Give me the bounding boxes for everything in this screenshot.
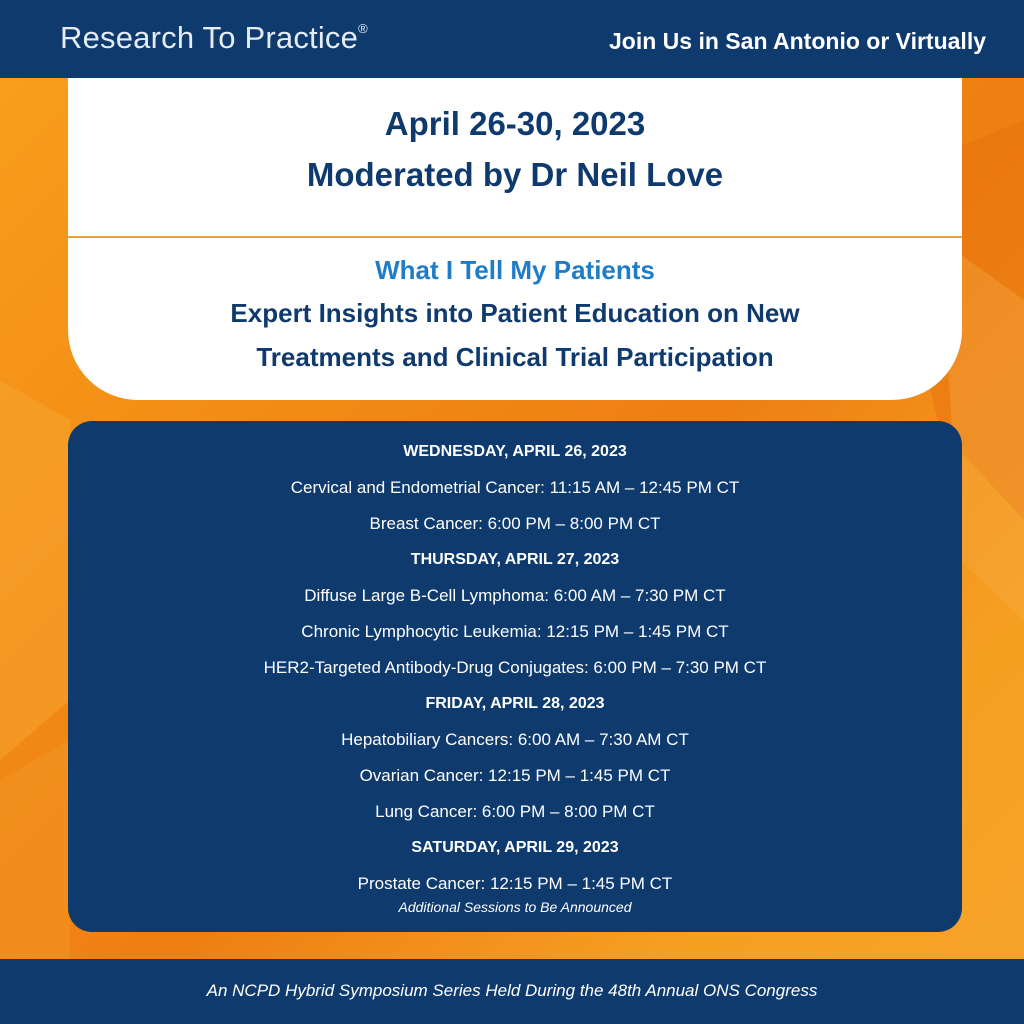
- event-dates: April 26-30, 2023: [384, 105, 646, 142]
- schedule-session-item: Ovarian Cancer: 12:15 PM – 1:45 PM CT: [359, 766, 671, 785]
- series-title-line-2: Treatments and Clinical Trial Participation: [256, 342, 774, 372]
- footer-banner: [0, 959, 1024, 1024]
- series-title-line-1: Expert Insights into Patient Education on New: [230, 298, 800, 328]
- footer-text: An NCPD Hybrid Symposium Series Held During the 48th Annual ONS Congress: [206, 981, 818, 1000]
- additional-sessions-note: Additional Sessions to Be Announced: [398, 899, 632, 915]
- moderator-line: Moderated by Dr Neil Love: [306, 156, 724, 193]
- schedule-session-item: Chronic Lymphocytic Leukemia: 12:15 PM – 1:45 PM CT: [301, 622, 729, 641]
- schedule-day-heading: FRIDAY, APRIL 28, 2023: [425, 695, 605, 712]
- schedule-day-heading: WEDNESDAY, APRIL 26, 2023: [403, 443, 627, 460]
- location-tagline: Join Us in San Antonio or Virtually: [609, 28, 986, 54]
- schedule-list: [68, 440, 962, 908]
- schedule-session-item: Prostate Cancer: 12:15 PM – 1:45 PM CT: [357, 874, 673, 893]
- schedule-session-item: Cervical and Endometrial Cancer: 11:15 AM – 12:45 PM CT: [290, 478, 740, 497]
- schedule-day-heading: THURSDAY, APRIL 27, 2023: [410, 551, 620, 568]
- schedule-panel: [68, 421, 962, 932]
- schedule-session-item: Breast Cancer: 6:00 PM – 8:00 PM CT: [369, 514, 661, 533]
- top-banner: [0, 0, 1024, 78]
- series-subtitle: What I Tell My Patients: [375, 255, 655, 285]
- schedule-session-item: Diffuse Large B-Cell Lymphoma: 6:00 AM – 7:30 PM CT: [304, 586, 726, 605]
- schedule-day-heading: SATURDAY, APRIL 29, 2023: [411, 839, 619, 856]
- schedule-session-item: HER2-Targeted Antibody-Drug Conjugates: 6:00 PM – 7:30 PM CT: [263, 658, 767, 677]
- card-divider: [68, 236, 962, 238]
- logo-text: Research To Practice: [60, 20, 359, 55]
- event-info-card: [68, 78, 962, 400]
- registered-mark: ®: [358, 20, 368, 36]
- schedule-session-item: Lung Cancer: 6:00 PM – 8:00 PM CT: [375, 802, 655, 821]
- brand-logo: [60, 20, 368, 56]
- schedule-session-item: Hepatobiliary Cancers: 6:00 AM – 7:30 AM CT: [341, 730, 689, 749]
